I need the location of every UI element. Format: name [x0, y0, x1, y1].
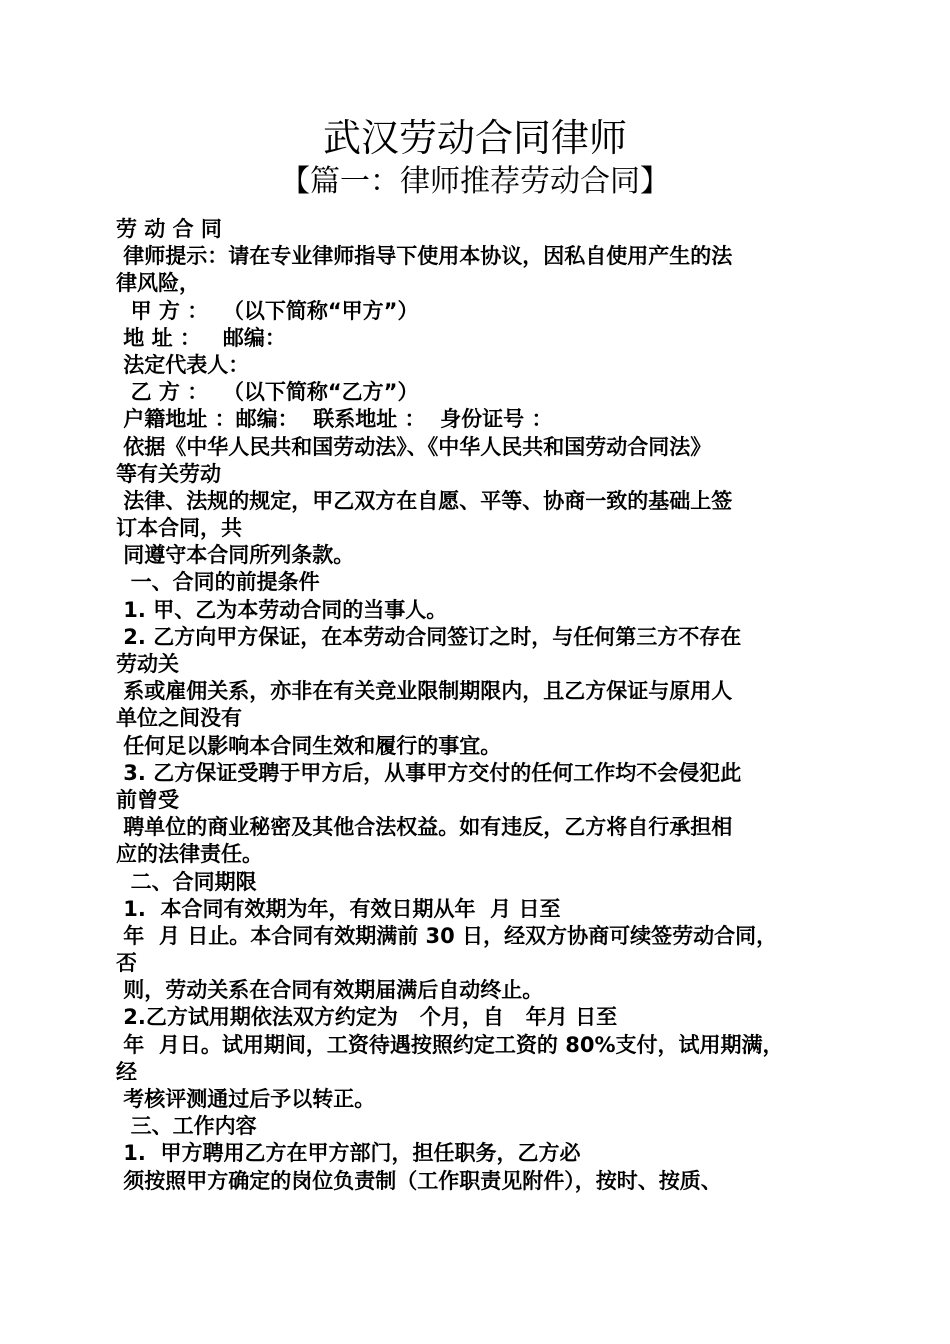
text-line: 1. 甲方聘用乙方在甲方部门，担任职务，乙方必: [116, 1141, 581, 1166]
text-line: 订本合同，共: [116, 516, 242, 541]
text-line: 考核评测通过后予以转正。: [116, 1087, 376, 1111]
text-line: 户籍地址 ：邮编： 联系地址 ： 身份证号 ：: [116, 407, 553, 432]
text-line: 律风险，: [116, 271, 200, 296]
document-subtitle: 【篇一：律师推荐劳动合同】: [280, 164, 670, 199]
text-line: 年 月日。试用期间，工资待遇按照约定工资的 80%支付，试用期满，: [116, 1032, 784, 1057]
text-line: 依据《中华人民共和国劳动法》、《中华人民共和国劳动合同法》: [116, 434, 712, 459]
text-line: 则，劳动关系在合同有效期届满后自动终止。: [116, 978, 544, 1003]
text-line: 1. 本合同有效期为年，有效日期从年 月 日至: [116, 896, 561, 921]
text-line: 律师提示：请在专业律师指导下使用本协议，因私自使用产生的法: [116, 244, 733, 269]
text-line: 否: [116, 951, 137, 976]
text-line: 劳动关: [116, 652, 179, 676]
text-line: 须按照甲方确定的岗位负责制（工作职责见附件），按时、按质、: [116, 1168, 722, 1193]
text-line: 系或雇佣关系，亦非在有关竞业限制期限内，且乙方保证与原用人: [116, 679, 733, 704]
text-line: 2. 乙方向甲方保证，在本劳动合同签订之时，与任何第三方不存在: [116, 624, 742, 649]
text-line: 经: [116, 1059, 137, 1084]
text-line: 2.乙方试用期依法双方约定为 个月，自 年月 日至: [116, 1005, 618, 1030]
section-heading: 三、工作内容: [116, 1114, 257, 1139]
text-line: 甲 方 ： （以下简称“甲方”）: [116, 298, 419, 323]
document-title: 武汉劳动合同律师: [322, 116, 627, 160]
text-line: 3. 乙方保证受聘于甲方后，从事甲方交付的任何工作均不会侵犯此: [116, 760, 742, 785]
text-line: 前曾受: [116, 787, 179, 812]
text-line: 地 址 ： 邮编：: [116, 325, 286, 350]
text-line: 年 月 日止。本合同有效期满前 30 日，经双方协商可续签劳动合同，: [116, 923, 778, 948]
text-line: 劳 动 合 同: [116, 217, 222, 241]
text-line: 等有关劳动: [116, 461, 221, 486]
section-heading: 二、合同期限: [116, 869, 257, 894]
text-line: 单位之间没有: [116, 706, 242, 731]
contract-body: [116, 216, 836, 1195]
text-line: 法定代表人：: [116, 352, 250, 377]
text-line: 聘单位的商业秘密及其他合法权益。如有违反，乙方将自行承担相: [116, 815, 733, 840]
section-heading: 一、合同的前提条件: [116, 570, 320, 595]
text-line: 应的法律责任。: [116, 842, 263, 867]
text-line: 同遵守本合同所列条款。: [116, 543, 355, 568]
text-line: 法律、法规的规定，甲乙双方在自愿、平等、协商一致的基础上签: [116, 488, 733, 513]
text-line: 任何足以影响本合同生效和履行的事宜。: [116, 733, 502, 758]
text-line: 乙 方 ： （以下简称“乙方”）: [116, 380, 419, 405]
text-line: 1. 甲、乙为本劳动合同的当事人。: [116, 597, 448, 622]
